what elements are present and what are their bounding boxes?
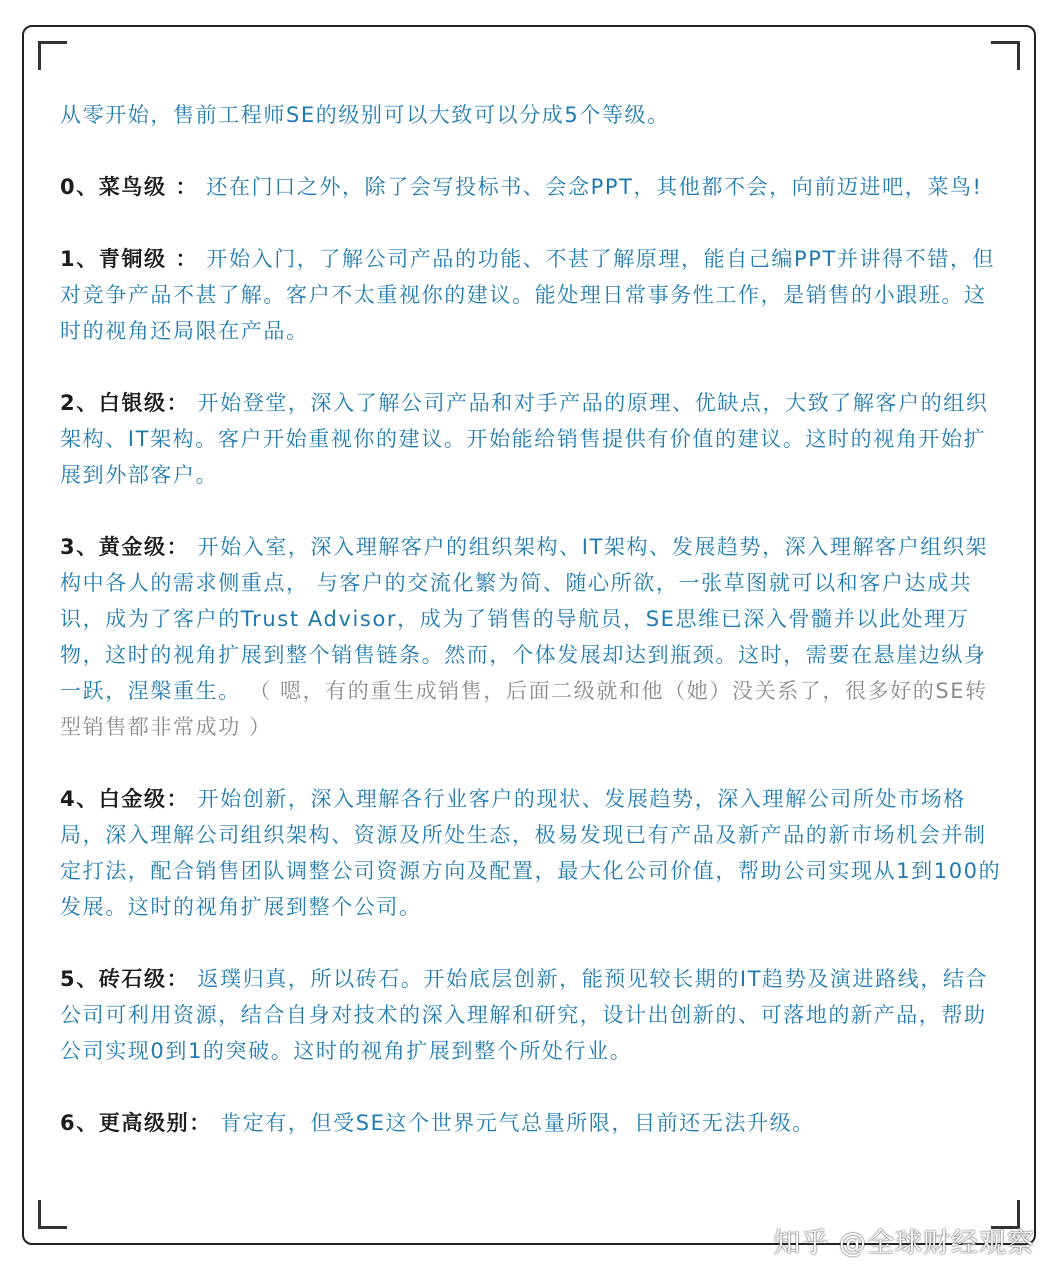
level-5-text: 返璞归真，所以砖石。开始底层创新，能预见较长期的IT趋势及演进路线，结合公司可利用资源，结合自身对技术的深入理解和研究，设计出创新的、可落地的新产品，帮助公司实现0到1的突破。这时的视角扩展到整个所处行业。 <box>60 967 989 1063</box>
level-0-paragraph <box>60 169 1005 205</box>
article-content <box>60 97 1005 1177</box>
corner-bracket-top-left <box>38 41 67 70</box>
quote-frame <box>22 25 1036 1245</box>
level-3-note: （ 嗯，有的重生成销售，后面二级就和他（她）没关系了，很多好的SE转型销售都非常成功 ） <box>60 679 988 739</box>
level-1-text: 开始入门，了解公司产品的功能、不甚了解原理，能自己编PPT并讲得不错，但对竞争产品不甚了解。客户不太重视你的建议。能处理日常事务性工作，是销售的小跟班。这时的视角还局限在产品。 <box>60 247 996 343</box>
level-5-label: 5、砖石级： <box>60 967 190 991</box>
level-2-paragraph <box>60 385 1005 493</box>
level-3-text: 开始入室，深入理解客户的组织架构、IT架构、发展趋势，深入理解客户组织架构中各人的需求侧重点， 与客户的交流化繁为简、随心所欲，一张草图就可以和客户达成共识，成为了客户的Trust Advisor，成为了销售的导航员，SE思维已深入骨髓并以此处理万物，这时的视角扩展到整个销售链条。然而，个体发展却达到瓶颈。这时，需要在悬崖边纵身一跃，涅槃重生。 <box>60 535 989 703</box>
level-6-text: 肯定有，但受SE这个世界元气总量所限，目前还无法升级。 <box>220 1111 815 1135</box>
level-3-paragraph <box>60 529 1005 745</box>
level-1-label: 1、青铜级 ： <box>60 247 199 271</box>
level-2-text: 开始登堂，深入了解公司产品和对手产品的原理、优缺点，大致了解客户的组织架构、IT架构。客户开始重视你的建议。开始能给销售提供有价值的建议。这时的视角开始扩展到外部客户。 <box>60 391 989 487</box>
corner-bracket-top-right <box>991 41 1020 70</box>
intro-paragraph: 从零开始，售前工程师SE的级别可以大致可以分成5个等级。 <box>60 103 670 127</box>
level-0-text: 还在门口之外，除了会写投标书、会念PPT，其他都不会，向前迈进吧，菜鸟! <box>206 175 983 199</box>
level-4-label: 4、白金级： <box>60 787 190 811</box>
level-4-paragraph <box>60 781 1005 925</box>
level-4-text: 开始创新，深入理解各行业客户的现状、发展趋势，深入理解公司所处市场格局，深入理解公司组织架构、资源及所处生态，极易发现已有产品及新产品的新市场机会并制定打法，配合销售团队调整公司资源方向及配置，最大化公司价值，帮助公司实现从1到100的发展。这时的视角扩展到整个公司。 <box>60 787 1002 919</box>
level-1-paragraph <box>60 241 1005 349</box>
level-3-label: 3、黄金级： <box>60 535 190 559</box>
level-2-label: 2、白银级： <box>60 391 190 415</box>
level-6-paragraph <box>60 1105 1005 1141</box>
level-6-label: 6、更高级别： <box>60 1111 212 1135</box>
corner-bracket-bottom-left <box>38 1200 67 1229</box>
level-5-paragraph <box>60 961 1005 1069</box>
level-0-label: 0、菜鸟级 ： <box>60 175 199 199</box>
zhihu-watermark: 知乎 @全球财经观察 <box>773 1228 1035 1259</box>
